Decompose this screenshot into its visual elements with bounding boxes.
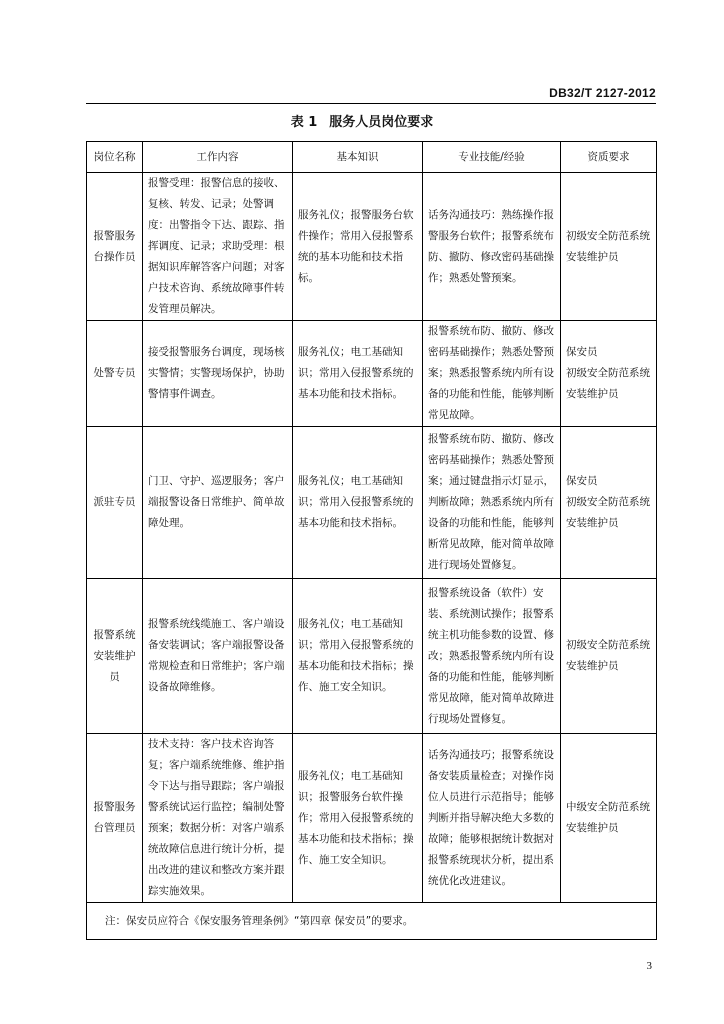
table-header-row: [87, 142, 657, 173]
skills-cell: 话务沟通技巧：熟练操作报警服务台软件；报警系统布防、撤防、修改密码基础操作；熟悉处警预案。: [423, 173, 561, 321]
work-cell: 技术支持：客户技术咨询答复；客户端系统维修、维护指令下达与指导跟踪；客户端报警系统试运行监控；编制处警预案；数据分析：对客户端系统故障信息进行统计分析，提出改进的建议和整改方案并跟踪实施效果。: [143, 734, 293, 903]
column-header: 专业技能/经验: [423, 142, 561, 173]
header-rule: [86, 103, 656, 104]
standard-code: DB32/T 2127-2012: [549, 86, 656, 100]
requirements-table: [86, 141, 657, 940]
table-row: [87, 427, 657, 579]
table-title-label: 表 1: [290, 115, 318, 130]
skills-cell: 报警系统布防、撤防、修改密码基础操作；熟悉处警预案；通过键盘指示灯显示，判断故障；熟悉系统内所有设备的功能和性能，能够判断常见故障，能对简单故障进行现场处置修复。: [423, 427, 561, 579]
position-cell: 派驻专员: [87, 427, 143, 579]
table-row: [87, 734, 657, 903]
work-cell: 报警系统线缆施工、客户端设备安装调试；客户端报警设备常规检查和日常维护；客户端设备故障维修。: [143, 579, 293, 734]
column-header: 基本知识: [293, 142, 423, 173]
qualification-cell: 初级安全防范系统安装维护员: [561, 579, 657, 734]
position-cell: 报警系统安装维护员: [87, 579, 143, 734]
knowledge-cell: 服务礼仪；报警服务台软件操作；常用入侵报警系统的基本功能和技术指标。: [293, 173, 423, 321]
page-number: 3: [646, 960, 652, 972]
skills-cell: 报警系统布防、撤防、修改密码基础操作；熟悉处警预案；熟悉报警系统内所有设备的功能和性能，能够判断常见故障。: [423, 321, 561, 427]
position-cell: 处警专员: [87, 321, 143, 427]
qualification-cell: 保安员 初级安全防范系统安装维护员: [561, 321, 657, 427]
qualification-cell: 保安员 初级安全防范系统安装维护员: [561, 427, 657, 579]
table-note: 注：保安员应符合《保安服务管理条例》“第四章 保安员”的要求。: [87, 903, 657, 940]
knowledge-cell: 服务礼仪；电工基础知识；常用入侵报警系统的基本功能和技术指标；操作、施工安全知识。: [293, 579, 423, 734]
table-row: [87, 321, 657, 427]
knowledge-cell: 服务礼仪；电工基础知识；常用入侵报警系统的基本功能和技术指标。: [293, 427, 423, 579]
qualification-cell: 中级安全防范系统安装维护员: [561, 734, 657, 903]
column-header: 岗位名称: [87, 142, 143, 173]
column-header: 工作内容: [143, 142, 293, 173]
position-cell: 报警服务台操作员: [87, 173, 143, 321]
knowledge-cell: 服务礼仪；电工基础知识；常用入侵报警系统的基本功能和技术指标。: [293, 321, 423, 427]
table-row: [87, 173, 657, 321]
work-cell: 门卫、守护、巡逻服务；客户端报警设备日常维护、简单故障处理。: [143, 427, 293, 579]
table-row: [87, 579, 657, 734]
work-cell: 报警受理：报警信息的接收、复核、转发、记录；处警调度：出警指令下达、跟踪、指挥调度、记录；求助受理：根据知识库解答客户问题；对客户技术咨询、系统故障事件转发管理员解决。: [143, 173, 293, 321]
skills-cell: 报警系统设备（软件）安装、系统测试操作；报警系统主机功能参数的设置、修改；熟悉报警系统内所有设备的功能和性能，能够判断常见故障，能对简单故障进行现场处置修复。: [423, 579, 561, 734]
column-header: 资质要求: [561, 142, 657, 173]
table-note-row: [87, 903, 657, 940]
qualification-cell: 初级安全防范系统安装维护员: [561, 173, 657, 321]
position-cell: 报警服务台管理员: [87, 734, 143, 903]
knowledge-cell: 服务礼仪；电工基础知识；报警服务台软件操作；常用入侵报警系统的基本功能和技术指标；操作、施工安全知识。: [293, 734, 423, 903]
table-title: [0, 111, 724, 130]
table-title-text: 服务人员岗位要求: [329, 115, 434, 130]
work-cell: 接受报警服务台调度，现场核实警情；实警现场保护，协助警情事件调查。: [143, 321, 293, 427]
skills-cell: 话务沟通技巧；报警系统设备安装质量检查；对操作岗位人员进行示范指导；能够判断并指导解决绝大多数的故障；能够根据统计数据对报警系统现状分析，提出系统优化改进建议。: [423, 734, 561, 903]
